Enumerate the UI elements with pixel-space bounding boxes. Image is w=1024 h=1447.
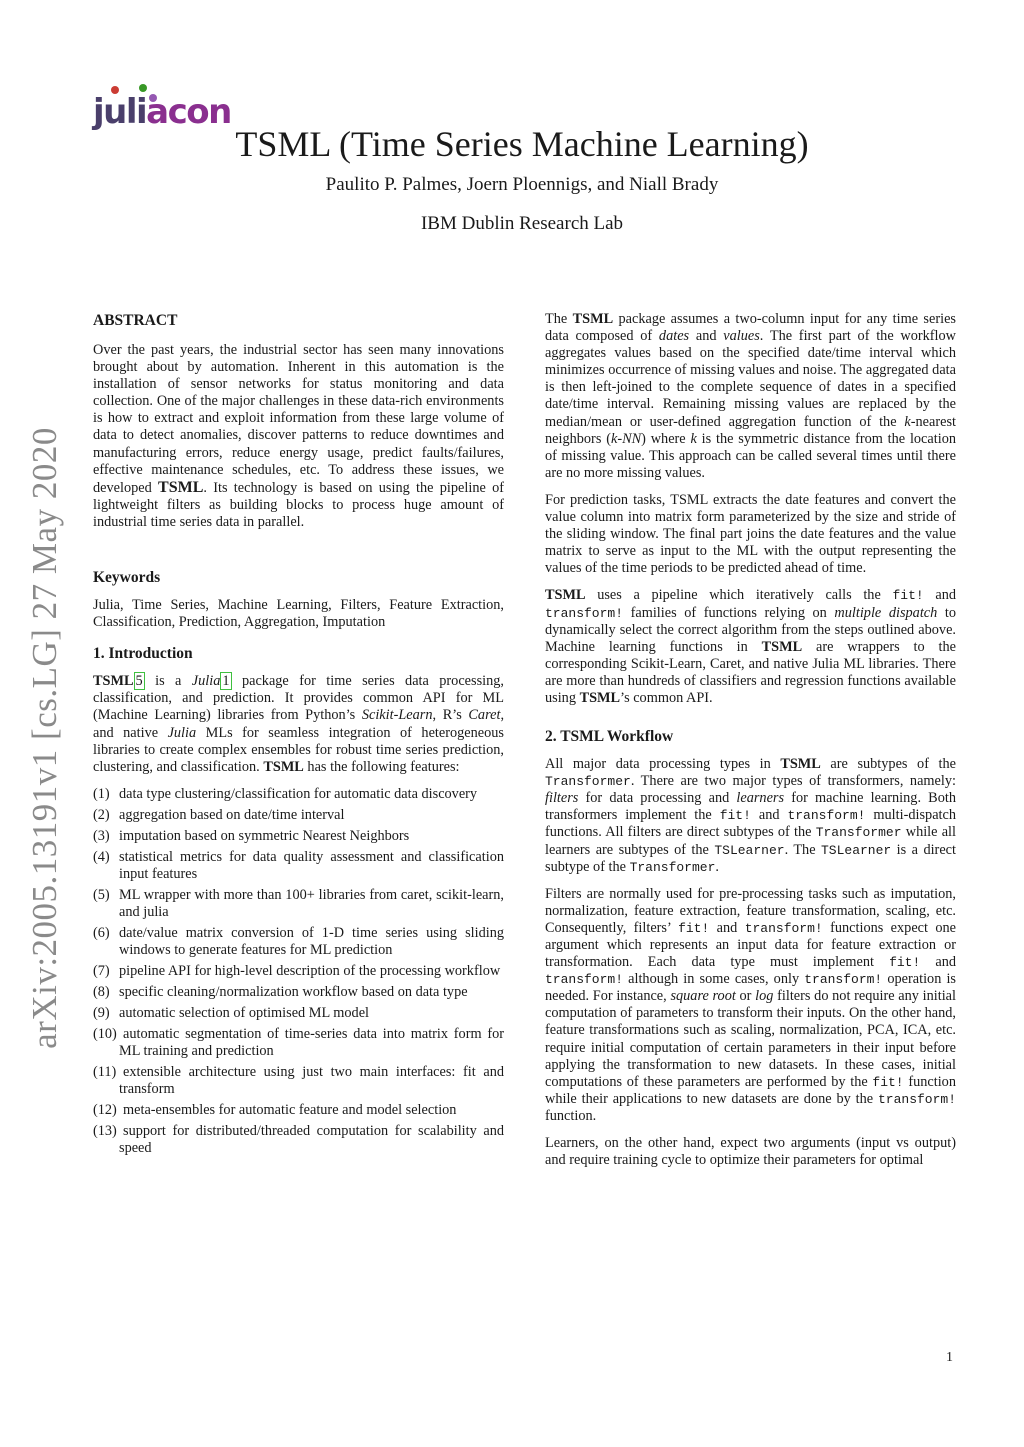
list-item: (13) support for distributed/threaded computation for scalability and speed [93,1123,504,1157]
citation-link[interactable]: 5 [135,673,143,690]
paragraph-pipeline: TSML uses a pipeline which iteratively calls the fit! and transform! families of functions relying on multiple dispatch to dynamically select the correct algorithm from the steps outlined above. Machine learning functions in TSML are wrappers to the corresponding Scikit-Learn, Caret, and native Julia ML libraries. There are more than hundreds of classifiers and regression functions available using TSML’s common API. [545,587,956,706]
list-item: (5) ML wrapper with more than 100+ libraries from caret, scikit-learn, and julia [93,886,504,920]
list-item: (4) statistical metrics for data quality assessment and classification input features [93,848,504,882]
list-item: (8) specific cleaning/normalization workflow based on data type [93,983,468,1000]
paper-authors: Paulito P. Palmes, Joern Ploennigs, and Niall Brady [325,174,719,195]
abstract-text: Over the past years, the industrial sector has seen many innovations brought about by automation. Inherent in this automation is the installation of sensor networks for status monitoring and data collection. One of the major challenges in these data-rich environments is how to extract and exploit information from these large volume of data to detect anomalies, discover patterns to reduce downtimes and manufacturing errors, reduce energy usage, predict faults/failures, effective maintenance schedules, etc. To address these issues, we developed TSML. Its technology is based on using the pipeline of lightweight filters as building blocks to process huge amount of industrial time series data in parallel. [93,342,504,530]
list-item: (9) automatic selection of optimised ML model [93,1004,370,1021]
right-column [545,311,956,1169]
paragraph-transformers: All major data processing types in TSML are subtypes of the Transformer. There are two major types of transformers, namely: filters for data processing and learners for machine learning. Both transformers implement the fit! and transform! multi-dispatch functions. All filters are direct subtypes of the Transformer while all learners are subtypes of the TSLearner. The TSLearner is a direct subtype of the Transformer. [545,756,957,875]
list-item: (10) automatic segmentation of time-series data into matrix form for ML training and prediction [93,1025,504,1060]
list-item: (6) date/value matrix conversion of 1-D time series using sliding windows to generate features for ML prediction [93,924,504,958]
page-number: 1 [946,1350,953,1365]
abstract-heading: ABSTRACT [93,312,178,329]
arxiv-identifier: arXiv:2005.13191v1 [cs.LG] 27 May 2020 [25,427,64,1049]
paper-affiliation: IBM Dublin Research Lab [420,213,624,234]
keywords-text: Julia, Time Series, Machine Learning, Filters, Feature Extraction, Classification, Prediction, Aggregation, Imputation [93,597,504,631]
paragraph-learners: Learners, on the other hand, expect two arguments (input vs output) and require training cycle to optimize their parameters for optimal [545,1135,956,1169]
list-item: (1) data type clustering/classification for automatic data discovery [93,785,478,802]
list-item: (12) meta-ensembles for automatic feature and model selection [93,1102,457,1119]
paper-title: TSML (Time Series Machine Learning) [235,124,809,164]
list-item: (11) extensible architecture using just two main interfaces: fit and transform [93,1064,504,1098]
list-item: (3) imputation based on symmetric Nearest Neighbors [93,827,410,844]
keywords-heading: Keywords [93,569,161,587]
paragraph-prediction: For prediction tasks, TSML extracts the date features and convert the value column into matrix form parameterized by the size and stride of the sliding window. The final part joins the date features and the value matrix to serve as input to the ML with the output representing the values of the time periods to be predicted ahead of time. [545,491,956,577]
intro-text: TSML 5 is a Julia 1 package for time series data processing, classification, and prediction. It provides common API for ML (Machine Learning) libraries from Python’s Scikit-Learn, R’s Caret, and native Julia MLs for seamless integration of heterogeneous libraries to create complex ensembles for robust time series prediction, clustering, and classification. TSML has the following features: [93,673,505,775]
workflow-heading: 2. TSML Workflow [545,728,674,746]
left-column [93,311,504,1161]
paragraph-filters: Filters are normally used for pre-processing tasks such as imputation, normalization, feature extraction, feature transformation, scaling, etc. Consequently, filters’ fit! and transform! functions expect one argument which represents an input data for feature extraction or transformation. Each data type must implement fit! and transform! although in some cases, only transform! operation is needed. For instance, square root or log filters do not require any initial computation of parameters to transform their inputs. On the other hand, feature transformations such as scaling, normalization, PCA, ICA, etc. require initial computation of certain parameters in their input before applying the transformation to new datasets. In these cases, initial computations of these parameters are performed by the fit! function while their applications to new datasets are done by the transform! function. [545,885,957,1124]
list-item: (7) pipeline API for high-level description of the processing workflow [93,962,501,979]
logo-dot-green [139,84,147,92]
feature-list [93,786,504,1157]
paragraph-input-format: The TSML package assumes a two-column input for any time series data composed of dates and values. The first part of the workflow aggregates values based on the specified date/time interval which minimizes occurrence of missing values and noise. The aggregated data is then left-joined to the complete sequence of dates in a specified date/time interval. Remaining missing values are replaced by the median/mean or user-defined aggregation function of the k-nearest neighbors (k-NN) where k is the symmetric distance from the location of missing value. This approach can be called several times until there are no more missing values. [545,311,956,481]
logo-wordmark: juliacon [93,92,231,132]
citation-link[interactable]: 1 [222,673,230,690]
list-item: (2) aggregation based on date/time interval [93,806,345,823]
intro-heading: 1. Introduction [93,645,193,663]
